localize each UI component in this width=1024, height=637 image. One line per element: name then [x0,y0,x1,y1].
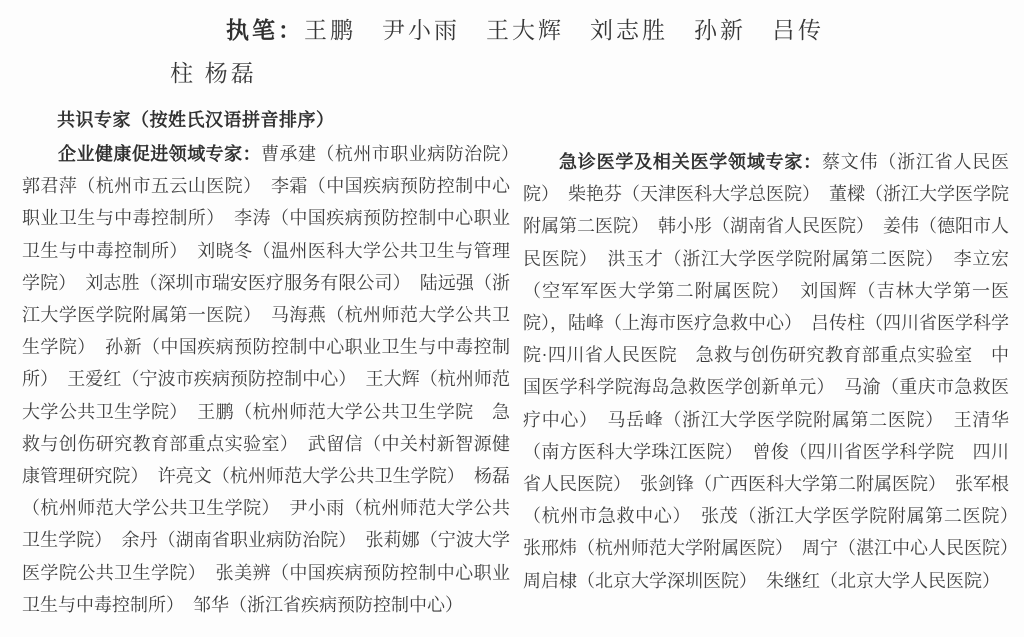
expert-entry: 尹小雨（杭州师范大学公共卫生学院） [22,498,511,551]
expert-entry: 张军根（杭州市急救中心） [523,474,1009,527]
expert-entry: 王爱红（宁波市疾病预防控制中心） [67,369,348,390]
byline [170,9,890,95]
expert-entry: 张茂（浙江大学医学院附属第二医院） [700,506,1010,527]
expert-entry: 邹华（浙江省疾病预防控制中心） [193,594,463,615]
expert-entry: 张邢炜（杭州师范大学附属医院） [523,538,784,559]
expert-entry: 马渝（重庆市急救医疗中心） [523,377,1010,430]
expert-entry: 洪玉才（浙江大学医学院附属第二医院） [607,248,935,269]
expert-entry: 刘晓冬（温州医科大学公共卫生与管理学院） [22,240,511,293]
byline-label: 执笔： [226,17,304,43]
expert-group-label: 急诊医学及相关医学领域专家： [559,152,822,172]
expert-entry: 张剑锋（广西医科大学第二附属医院） [640,474,937,495]
expert-entry: 王清华（南方医科大学珠江医院） [523,409,1010,462]
expert-entry: 武留信（中关村新智源健康管理研究院） [22,433,511,487]
expert-group-label: 企业健康促进领域专家： [58,144,262,164]
expert-entry: 曹承建（杭州市职业病防治院） [261,144,511,164]
expert-entry: 李涛（中国疾病预防控制中心职业卫生与中毒控制所） [22,208,511,261]
expert-entry: 曾俊（四川省医学科学院 四川省人民医院） [523,441,1010,495]
expert-entry: 余丹（湖南省职业病防治院） [121,530,348,551]
expert-group-enterprise-health [22,138,510,621]
expert-entry: 郭君萍（杭州市五云山医院） [22,176,253,197]
expert-group-emergency-medicine: 急诊医学及相关医学领域专家：蔡文伟（浙江省人民医院） 柴艳芬（天津医科大学总医院） 董樑（浙江大学医学院附属第二医院） 韩小彤（湖南省人民医院） 姜伟（德阳市人民医院） 洪玉才（浙江大学医学院附属第二医院） 李立宏（空军军医大学第二附属医院） 刘国辉（吉林大学第一医院），陆峰（上海市医疗急救中心） 吕传柱（四川省医学科学院·四川省人民医院 急救与创伤研究教育部重点实验室 中国医学科学院海岛急救医学创新单元） 马渝（重庆市急救医疗中心） 马岳峰（浙江大学医学院附属第二医院） 王清华（南方医科大学珠江医院） 曾俊（四川省医学科学院 四川省人民医院） 张剑锋（广西医科大学第二附属医院） 张军根（杭州市急救中心） 张茂（浙江大学医学院附属第二医院） 张邢炜（杭州师范大学附属医院） 周宁（湛江中心人民医院） 周启棣（北京大学深圳医院） 朱继红（北京大学人民医院） [523,152,1010,591]
expert-entry: 韩小彤（湖南省人民医院） [658,216,865,237]
expert-entry: 蔡文伟（浙江省人民医院） [523,152,1010,205]
right-column [523,146,1009,597]
expert-entry: 李立宏（空军军医大学第二附属医院） [523,248,1010,301]
expert-entry: 朱继红（北京大学人民医院） [766,570,1000,591]
expert-entry: 陆远强（浙江大学医学院附属第一医院） [22,272,511,326]
byline-authors-line1: 王鹏 尹小雨 王大辉 刘志胜 孙新 吕传 [304,18,824,43]
expert-entry: 柴艳芬（天津医科大学总医院） [568,184,811,205]
expert-entry: 周启棣（北京大学深圳医院） [523,570,748,591]
expert-entry: 张美辨（中国疾病预防控制中心职业卫生与中毒控制所） [22,562,511,615]
expert-entry: 吕传柱（四川省医学科学院·四川省人民医院 急救与创伤研究教育部重点实验室 中国医学科学院海岛急救医学创新单元） [523,313,1009,398]
left-column [22,138,510,621]
experts-heading: 共识专家（按姓氏汉语拼音排序） [57,110,335,130]
expert-entry: 王大辉（杭州师范大学公共卫生学院） [22,369,511,422]
expert-entry: 杨磊（杭州师范大学公共卫生学院） [22,466,511,519]
expert-entry: 刘志胜（深圳市瑞安医疗服务有限公司） [85,272,402,293]
expert-entry: 王鹏（杭州师范大学公共卫生学院 急救与创伤研究教育部重点实验室） [22,401,511,454]
expert-entry: 陆峰（上海市医疗急救中心） [568,313,793,334]
expert-entry: 周宁（湛江中心人民医院） [802,538,1009,559]
expert-entry: 许亮文（杭州师范大学公共卫生学院） [157,466,456,487]
expert-entry: 姜伟（德阳市人民医院） [523,216,1009,269]
expert-entry: 董樑（浙江大学医学院附属第二医院） [523,184,1009,237]
expert-entry: 马海燕（杭州师范大学公共卫生学院） [22,305,511,358]
byline-line-2: 柱 杨磊 [170,61,257,86]
expert-entry: 刘国辉（吉林大学第一医院） [523,280,1010,334]
expert-entry: 张莉娜（宁波大学医学院公共卫生学院） [22,530,511,583]
expert-entry: 孙新（中国疾病预防控制中心职业卫生与中毒控制所） [22,337,511,390]
byline-line-1 [170,9,890,52]
expert-entry: 李霜（中国疾病预防控制中心职业卫生与中毒控制所） [22,176,511,229]
expert-entry: 马岳峰（浙江大学医学院附属第二医院） [607,409,935,430]
